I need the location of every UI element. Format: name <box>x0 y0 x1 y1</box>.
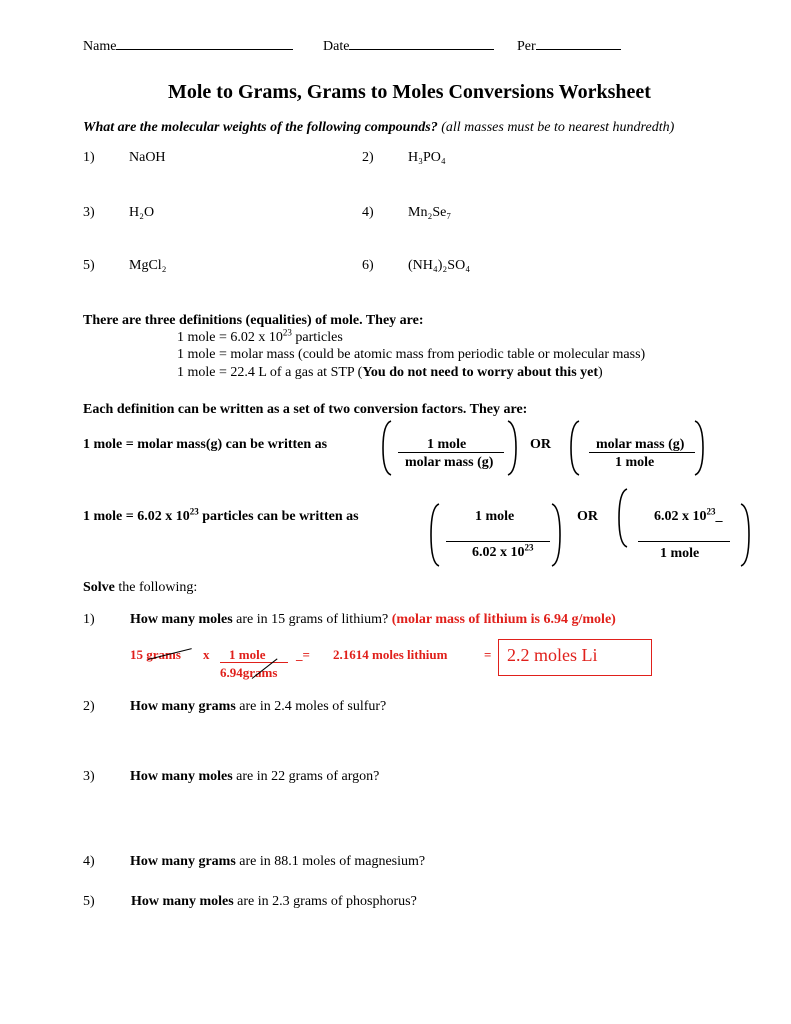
fraction-line <box>398 452 504 453</box>
row1-f2-top: molar mass (g) <box>596 437 685 452</box>
mw-item-formula: MgCl₂ <box>129 258 167 273</box>
fraction-line <box>446 541 550 542</box>
problem-bold: How many moles <box>131 894 234 909</box>
example-given: 15 grams <box>130 647 181 662</box>
left-paren-icon <box>382 420 392 476</box>
date-field <box>323 40 494 54</box>
row2-f2-top <box>654 506 723 524</box>
problem-num: 2) <box>83 699 95 714</box>
definition-molar-mass: 1 mole = molar mass (could be atomic mass from periodic table or molecular mass) <box>177 347 646 362</box>
definition-particles-unit: particles <box>291 330 343 345</box>
problem-rest: are in 2.3 grams of phosphorus? <box>233 894 417 909</box>
problem-rest: are in 2.4 moles of sulfur? <box>235 699 387 714</box>
mw-question-text: What are the molecular weights of the following compounds? <box>83 120 438 135</box>
example-equals: _= <box>296 647 310 662</box>
example-factor-bottom: 6.94grams <box>220 665 278 680</box>
row1-f1-top: 1 mole <box>427 437 467 452</box>
problem-rest: are in 22 grams of argon? <box>232 769 380 784</box>
fraction-line <box>589 452 695 453</box>
mw-item-formula: Mn₂Se₇ <box>408 205 452 220</box>
left-paren-icon <box>570 420 580 476</box>
problem-num: 5) <box>83 894 95 909</box>
problem-num: 4) <box>83 854 95 869</box>
mw-item-num: 6) <box>362 258 374 273</box>
problem-text <box>130 770 379 784</box>
row1-label: 1 mole = molar mass(g) can be written as <box>83 437 328 452</box>
row2-label-rest: particles can be written as <box>198 509 359 524</box>
row2-f1-bottom <box>472 542 534 560</box>
name-field <box>83 40 293 54</box>
row1-f2-bottom: 1 mole <box>615 455 655 470</box>
problem-text <box>130 700 386 714</box>
solve-heading-bold: Solve <box>83 580 115 595</box>
right-paren-icon <box>740 503 750 567</box>
problem-text <box>130 613 616 627</box>
problem-text <box>130 855 425 869</box>
row2-label-text: 1 mole = 6.02 x 10 <box>83 509 190 524</box>
mw-item-num: 5) <box>83 258 95 273</box>
per-label: Per <box>517 39 536 54</box>
row2-label <box>83 506 359 524</box>
mw-item-num: 2) <box>362 150 374 165</box>
definitions-heading: There are three definitions (equalities) of mole. They are: <box>83 313 424 328</box>
definition-gas <box>177 366 603 380</box>
row2-f2-top-blank: _ <box>715 509 723 524</box>
problem-rest: are in 88.1 moles of magnesium? <box>235 854 426 869</box>
definition-particles <box>177 327 343 345</box>
mw-item-num: 4) <box>362 205 374 220</box>
example-answer: 2.2 moles Li <box>507 645 598 665</box>
or-label: OR <box>530 437 551 452</box>
per-field <box>517 40 621 54</box>
exponent: 23 <box>282 327 292 338</box>
problem-num: 3) <box>83 769 95 784</box>
problem-hint: (molar mass of lithium is 6.94 g/mole) <box>391 612 616 627</box>
row2-f1-top: 1 mole <box>475 509 515 524</box>
mw-item-formula: NaOH <box>129 150 166 165</box>
mw-item-num: 3) <box>83 205 95 220</box>
definition-gas-note: You do not need to worry about this yet <box>362 365 599 380</box>
exponent: 23 <box>189 506 199 517</box>
exponent: 23 <box>706 506 716 517</box>
mw-question <box>83 121 674 135</box>
name-label: Name <box>83 39 117 54</box>
left-paren-icon <box>430 503 440 567</box>
right-paren-icon <box>551 503 561 567</box>
exponent: 23 <box>524 542 534 553</box>
solve-heading-rest: the following: <box>114 580 198 595</box>
problem-bold: How many moles <box>130 612 233 627</box>
problem-text <box>131 895 417 909</box>
problem-bold: How many moles <box>130 769 233 784</box>
or-label: OR <box>577 509 598 524</box>
problem-rest: are in 15 grams of lithium? <box>232 612 392 627</box>
problem-bold: How many grams <box>130 699 236 714</box>
mw-item-formula: H₃PO₄ <box>408 150 446 165</box>
definition-gas-close: ) <box>598 365 603 380</box>
per-blank[interactable] <box>536 48 621 50</box>
mw-item-num: 1) <box>83 150 95 165</box>
row2-f2-bottom: 1 mole <box>660 546 700 561</box>
row2-f1-bottom-text: 6.02 x 10 <box>472 545 525 560</box>
example-result: 2.1614 moles lithium <box>333 647 448 662</box>
fraction-line <box>220 662 288 663</box>
example-factor-top: 1 mole <box>229 647 266 662</box>
page-title: Mole to Grams, Grams to Moles Conversions Worksheet <box>168 81 651 103</box>
date-label: Date <box>323 39 350 54</box>
left-paren-icon <box>618 488 628 548</box>
definition-particles-text: 1 mole = 6.02 x 10 <box>177 330 283 345</box>
definition-gas-text: 1 mole = 22.4 L of a gas at STP ( <box>177 365 363 380</box>
problem-bold: How many grams <box>130 854 236 869</box>
solve-heading <box>83 581 197 595</box>
fraction-line <box>638 541 730 542</box>
date-blank[interactable] <box>349 48 494 50</box>
example-times: x <box>203 647 210 662</box>
name-blank[interactable] <box>116 48 293 50</box>
right-paren-icon <box>694 420 704 476</box>
conversion-heading: Each definition can be written as a set of two conversion factors. They are: <box>83 402 528 417</box>
mw-item-formula: H₂O <box>129 205 155 220</box>
row2-f2-top-text: 6.02 x 10 <box>654 509 707 524</box>
row1-f1-bottom: molar mass (g) <box>405 455 494 470</box>
mw-question-note: (all masses must be to nearest hundredth) <box>441 120 675 135</box>
example-equals: = <box>484 647 492 662</box>
problem-num: 1) <box>83 612 95 627</box>
mw-item-formula: (NH₄)₂SO₄ <box>408 258 471 273</box>
right-paren-icon <box>507 420 517 476</box>
